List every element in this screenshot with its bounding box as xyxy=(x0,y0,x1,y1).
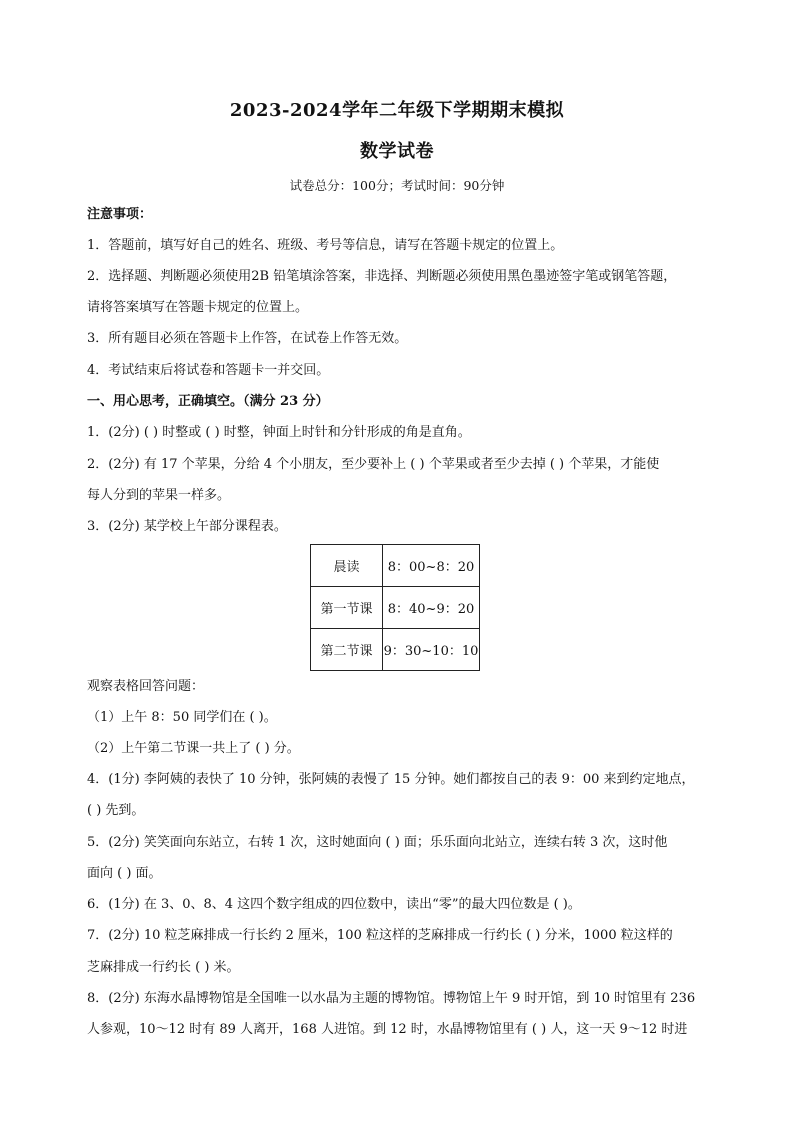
question-5: 5．(2分) 笑笑面向东站立，右转 1 次，这时她面向 ( ) 面；乐乐面向北站立，连续右转 3 次，这时他 xyxy=(87,835,668,850)
question-3: 3．(2分) 某学校上午部分课程表。 xyxy=(87,519,287,534)
table-cell-time: 8：40~9：20 xyxy=(383,587,480,629)
schedule-table xyxy=(310,544,480,671)
question-7: 7．(2分) 10 粒芝麻排成一行长约 2 厘米，100 粒这样的芝麻排成一行约长 ( ) 分米，1000 粒这样的 xyxy=(87,928,673,943)
table-cell-name: 第一节课 xyxy=(311,587,383,629)
question-3-sub-2: （2）上午第二节课一共上了 ( ) 分。 xyxy=(87,741,300,756)
notice-item-3: 3．所有题目必须在答题卡上作答，在试卷上作答无效。 xyxy=(87,331,408,346)
notice-item-4: 4．考试结束后将试卷和答题卡一并交回。 xyxy=(87,363,330,378)
question-5-cont: 面向 ( ) 面。 xyxy=(87,866,162,881)
question-2-cont: 每人分到的苹果一样多。 xyxy=(87,488,231,503)
question-2: 2．(2分) 有 17 个苹果，分给 4 个小朋友，至少要补上 ( ) 个苹果或者至少去掉 ( ) 个苹果，才能使 xyxy=(87,457,660,472)
question-1: 1．(2分) ( ) 时整或 ( ) 时整，钟面上时针和分针形成的角是直角。 xyxy=(87,425,471,440)
table-cell-name: 第二节课 xyxy=(311,629,383,671)
exam-info: 试卷总分：100分；考试时间：90分钟 xyxy=(289,178,505,193)
question-6: 6．(1分) 在 3、0、8、4 这四个数字组成的四位数中，读出“零”的最大四位数是 ( )。 xyxy=(87,897,581,912)
exam-title: 2023-2024学年二年级下学期期末模拟 xyxy=(229,100,565,121)
notice-heading: 注意事项： xyxy=(87,207,153,222)
table-cell-time: 9：30~10：10 xyxy=(383,629,480,671)
question-8-cont: 人参观，10～12 时有 89 人离开，168 人进馆。到 12 时，水晶博物馆里有 ( ) 人，这一天 9～12 时进 xyxy=(87,1022,688,1037)
section-heading: 一、用心思考，正确填空。（满分 23 分） xyxy=(87,394,329,409)
question-8: 8．(2分) 东海水晶博物馆是全国唯一以水晶为主题的博物馆。博物馆上午 9 时开馆，到 10 时馆里有 236 xyxy=(87,991,696,1006)
table-cell-time: 8：00~8：20 xyxy=(383,545,480,587)
question-4: 4．(1分) 李阿姨的表快了 10 分钟，张阿姨的表慢了 15 分钟。她们都按自己的表 9：00 来到约定地点， xyxy=(87,772,695,787)
exam-subject-title: 数学试卷 xyxy=(360,141,434,162)
notice-item-2-cont: 请将答案填写在答题卡规定的位置上。 xyxy=(87,300,309,315)
notice-item-1: 1．答题前，填写好自己的姓名、班级、考号等信息，请写在答题卡规定的位置上。 xyxy=(87,238,564,253)
table-row xyxy=(311,629,480,671)
notice-item-2: 2．选择题、判断题必须使用2B 铅笔填涂答案，非选择、判断题必须使用黑色墨迹签字笔或钢笔答题， xyxy=(87,269,677,284)
table-row xyxy=(311,587,480,629)
question-3-sub-1: （1）上午 8：50 同学们在 ( )。 xyxy=(87,710,277,725)
question-3-prompt: 观察表格回答问题： xyxy=(87,679,205,694)
table-cell-name: 晨读 xyxy=(311,545,383,587)
question-7-cont: 芝麻排成一行约长 ( ) 米。 xyxy=(87,960,240,975)
question-4-cont: ( ) 先到。 xyxy=(87,803,145,818)
table-row xyxy=(311,545,480,587)
